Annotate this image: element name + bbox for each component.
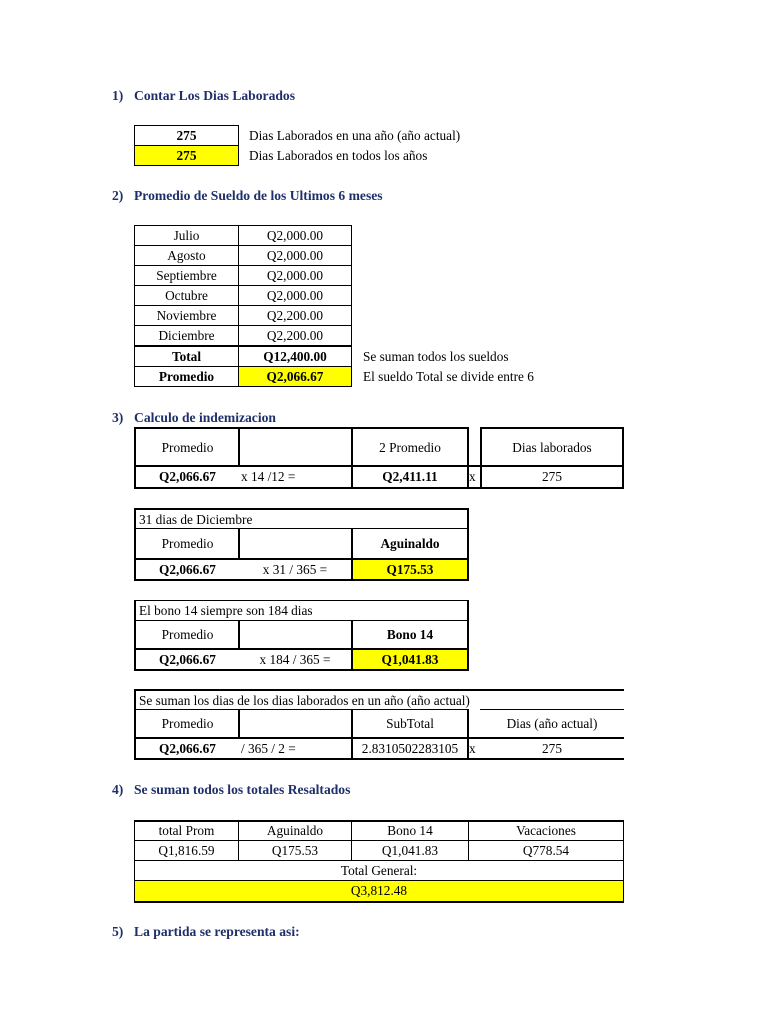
totals-value: Q1,816.59	[134, 840, 239, 861]
bono-note: El bono 14 siempre son 184 dias	[134, 600, 469, 621]
section-number: 3)	[112, 410, 124, 425]
section-5-heading	[112, 924, 300, 940]
section-number: 1)	[112, 88, 124, 103]
totals-header: total Prom	[134, 820, 239, 841]
section-number: 5)	[112, 924, 124, 939]
totals-value: Q1,041.83	[351, 840, 469, 861]
total-general-label: Total General:	[134, 860, 624, 881]
indem-header-dias: Dias laborados	[480, 427, 624, 466]
aguinaldo-result: Q175.53	[351, 558, 469, 581]
total-note: Se suman todos los sueldos	[363, 349, 509, 364]
month-name: Noviembre	[134, 305, 239, 326]
indem-header-promedio: Promedio	[134, 427, 239, 466]
indem-header-2promedio: 2 Promedio	[351, 427, 469, 466]
vacaciones-note: Se suman los dias de los dias laborados en un año (año actual)	[134, 689, 624, 710]
aguinaldo-note: 31 dias de Diciembre	[134, 508, 469, 529]
days-all-label: Dias Laborados en todos los años	[249, 148, 428, 163]
vacaciones-header-subtotal: SubTotal	[351, 709, 469, 738]
section-title: La partida se representa asi:	[134, 924, 300, 939]
month-amount: Q2,000.00	[238, 225, 352, 246]
month-name: Septiembre	[134, 265, 239, 286]
aguinaldo-formula: x 31 / 365 =	[238, 558, 352, 581]
indem-promedio: Q2,066.67	[134, 465, 239, 489]
totals-value: Q175.53	[238, 840, 352, 861]
month-amount: Q2,000.00	[238, 265, 352, 286]
bono-header-empty	[238, 620, 352, 649]
section-number: 4)	[112, 782, 124, 797]
vacaciones-subtotal: 2.8310502283105	[351, 737, 469, 760]
month-amount: Q2,000.00	[238, 285, 352, 306]
section-title: Promedio de Sueldo de los Ultimos 6 meses	[134, 188, 383, 203]
vacaciones-header-dias: Dias (año actual)	[480, 709, 624, 738]
bono-result: Q1,041.83	[351, 648, 469, 671]
indem-dias: 275	[480, 465, 624, 489]
vacaciones-multiply: x	[468, 737, 481, 760]
aguinaldo-header-empty	[238, 528, 352, 559]
days-current-cell: 275	[134, 125, 239, 146]
indem-result: Q2,411.11	[351, 465, 469, 489]
total-general-value: Q3,812.48	[134, 880, 624, 903]
bono-header-result: Bono 14	[351, 620, 469, 649]
section-3-heading	[112, 410, 276, 426]
section-title: Se suman todos los totales Resaltados	[134, 782, 351, 797]
average-value: Q2,066.67	[238, 366, 352, 387]
vacaciones-formula: / 365 / 2 =	[238, 737, 352, 760]
section-4-heading	[112, 782, 350, 798]
month-name: Diciembre	[134, 325, 239, 346]
bono-formula: x 184 / 365 =	[238, 648, 352, 671]
average-note: El sueldo Total se divide entre 6	[363, 369, 534, 384]
vacaciones-header-promedio: Promedio	[134, 709, 239, 738]
aguinaldo-header-result: Aguinaldo	[351, 528, 469, 559]
total-label: Total	[134, 346, 239, 367]
month-amount: Q2,200.00	[238, 305, 352, 326]
section-2-heading	[112, 188, 383, 204]
vacaciones-promedio: Q2,066.67	[134, 737, 239, 760]
totals-header: Bono 14	[351, 820, 469, 841]
indem-header-empty	[238, 427, 352, 466]
totals-header: Aguinaldo	[238, 820, 352, 841]
section-title: Calculo de indemizacion	[134, 410, 276, 425]
aguinaldo-promedio: Q2,066.67	[134, 558, 239, 581]
indem-formula: x 14 /12 =	[238, 465, 352, 489]
vacaciones-header-empty	[238, 709, 352, 738]
month-name: Julio	[134, 225, 239, 246]
aguinaldo-header-promedio: Promedio	[134, 528, 239, 559]
vacaciones-dias: 275	[480, 737, 624, 760]
month-name: Octubre	[134, 285, 239, 306]
bono-header-promedio: Promedio	[134, 620, 239, 649]
total-value: Q12,400.00	[238, 346, 352, 367]
month-amount: Q2,200.00	[238, 325, 352, 346]
totals-value: Q778.54	[468, 840, 624, 861]
bono-promedio: Q2,066.67	[134, 648, 239, 671]
indem-multiply: x	[468, 465, 481, 489]
section-1-heading	[112, 88, 295, 104]
month-amount: Q2,000.00	[238, 245, 352, 266]
days-all-cell: 275	[134, 145, 239, 166]
days-current-label: Dias Laborados en una año (año actual)	[249, 128, 461, 143]
average-label: Promedio	[134, 366, 239, 387]
month-name: Agosto	[134, 245, 239, 266]
section-title: Contar Los Dias Laborados	[134, 88, 296, 103]
section-number: 2)	[112, 188, 124, 203]
totals-header: Vacaciones	[468, 820, 624, 841]
